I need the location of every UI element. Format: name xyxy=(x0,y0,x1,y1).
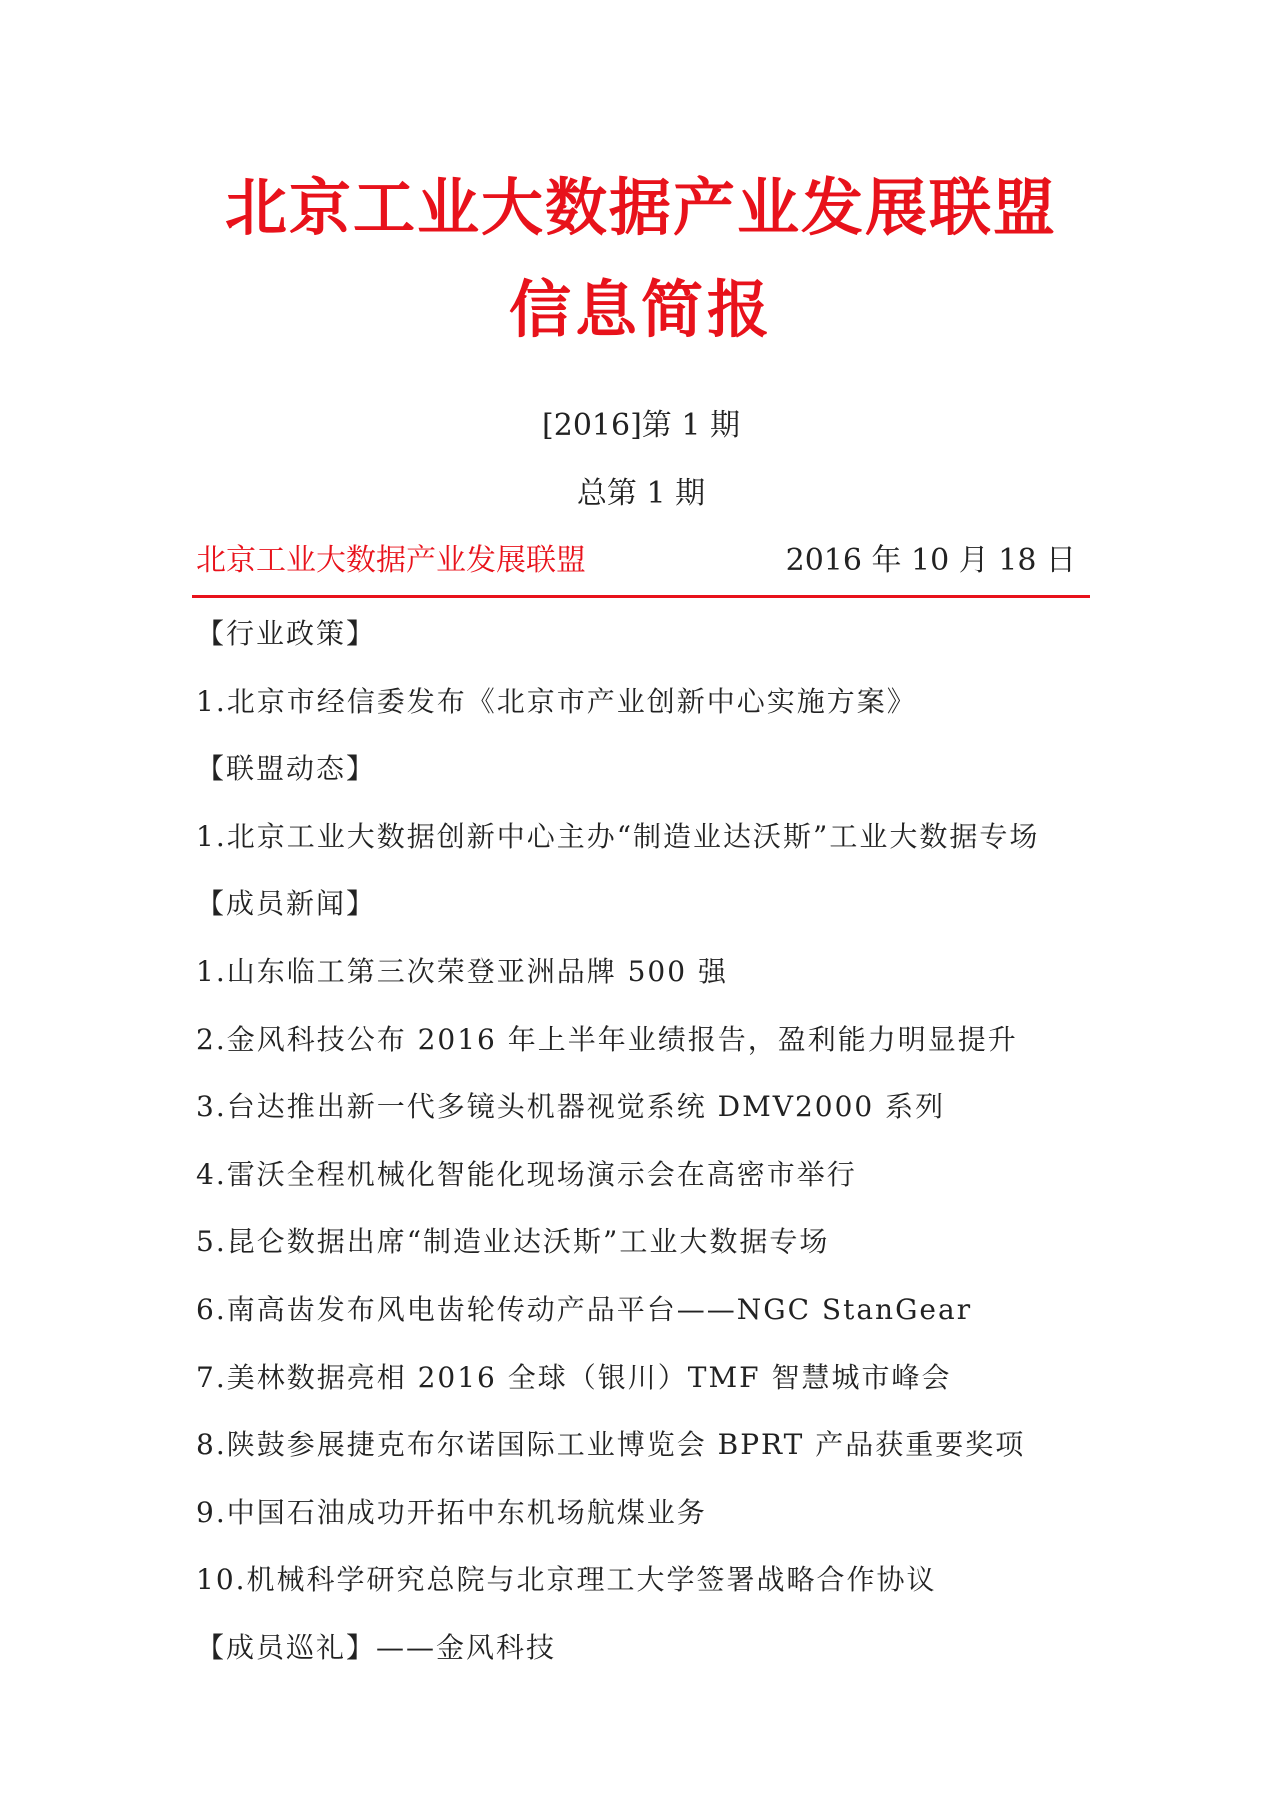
masthead-date: 2016 年 10 月 18 日 xyxy=(785,543,1076,578)
contents-item: 2.金风科技公布 2016 年上半年业绩报告，盈利能力明显提升 xyxy=(196,1022,1018,1056)
masthead xyxy=(196,541,1076,585)
contents-item: 7.美林数据亮相 2016 全球（银川）TMF 智慧城市峰会 xyxy=(196,1360,952,1394)
contents-item: 4.雷沃全程机械化智能化现场演示会在高密市举行 xyxy=(196,1157,857,1191)
contents-item: 1.北京工业大数据创新中心主办“制造业达沃斯”工业大数据专场 xyxy=(196,819,1040,853)
bulletin-title: 北京工业大数据产业发展联盟 xyxy=(224,171,1057,244)
contents-item: 5.昆仑数据出席“制造业达沃斯”工业大数据专场 xyxy=(196,1225,830,1259)
contents-section-heading: 【行业政策】 xyxy=(196,617,377,650)
issue-number: [2016]第 1 期 xyxy=(542,408,740,443)
contents-item: 8.陕鼓参展捷克布尔诺国际工业博览会 BPRT 产品获重要奖项 xyxy=(196,1428,1026,1462)
contents-list xyxy=(196,612,1096,1694)
masthead-divider xyxy=(192,595,1090,598)
contents-item: 10.机械科学研究总院与北京理工大学签署战略合作协议 xyxy=(196,1563,937,1597)
contents-item: 1.北京市经信委发布《北京市产业创新中心实施方案》 xyxy=(196,684,917,718)
total-issue-number: 总第 1 期 xyxy=(576,476,706,511)
contents-section-heading: 【联盟动态】 xyxy=(196,752,377,786)
masthead-organization: 北京工业大数据产业发展联盟 xyxy=(196,543,586,578)
contents-section-heading: 【成员巡礼】——金风科技 xyxy=(196,1630,557,1664)
bulletin-subtitle: 信息简报 xyxy=(508,273,773,346)
contents-item: 9.中国石油成功开拓中东机场航煤业务 xyxy=(196,1495,707,1529)
contents-item: 6.南高齿发布风电齿轮传动产品平台——NGC StanGear xyxy=(196,1292,973,1326)
contents-item: 1.山东临工第三次荣登亚洲品牌 500 强 xyxy=(196,954,728,988)
contents-item: 3.台达推出新一代多镜头机器视觉系统 DMV2000 系列 xyxy=(196,1090,946,1124)
contents-section-heading: 【成员新闻】 xyxy=(196,887,377,921)
